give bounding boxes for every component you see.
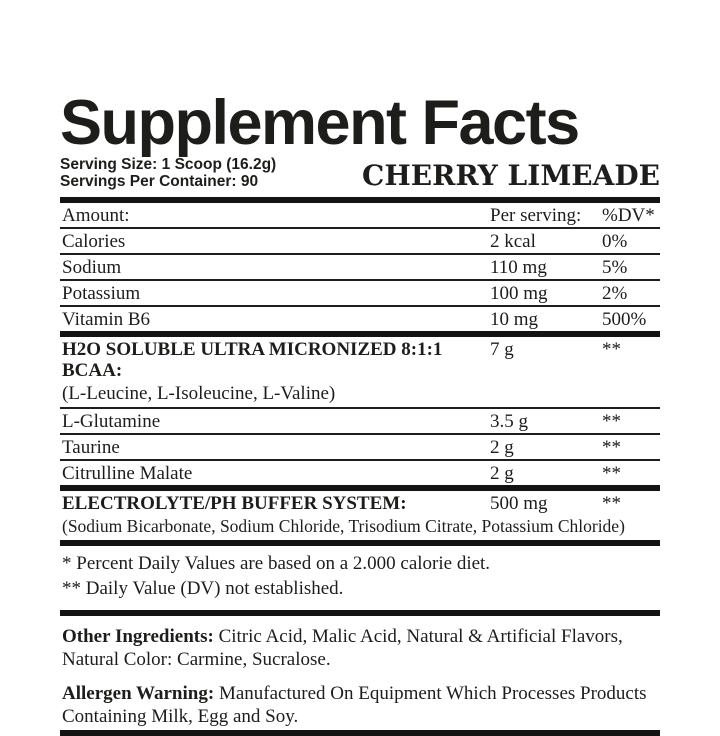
other-ingredients-label: Other Ingredients: (62, 626, 214, 647)
nutrient-amount: 2 g (490, 463, 514, 484)
panel-title: Supplement Facts (60, 88, 579, 158)
header-per-serving: Per serving: (490, 205, 582, 226)
header-dv: %DV* (602, 205, 655, 226)
nutrient-name: Sodium (62, 257, 122, 278)
nutrient-name: Taurine (62, 437, 120, 458)
table-row (60, 255, 660, 281)
nutrient-amount: 2 kcal (490, 231, 536, 252)
allergen-warning (60, 680, 660, 730)
allergen-warning-label: Allergen Warning: (62, 683, 215, 704)
nutrient-name: Potassium (62, 283, 141, 304)
other-ingredients-text: Citric Acid, Malic Acid, Natural & Artificial Flavors, Natural Color: Carmine, Sucralose. (62, 626, 623, 670)
table-row (60, 435, 660, 461)
nutrient-dv: 0% (602, 231, 628, 252)
nutrient-name: Vitamin B6 (62, 309, 151, 330)
nutrient-amount: 2 g (490, 437, 514, 458)
nutrient-dv: ** (602, 411, 621, 432)
allergen-warning-text: Manufactured On Equipment Which Processes Products Containing Milk, Egg and Soy. (62, 683, 647, 727)
bcaa-dv: ** (602, 339, 621, 360)
serving-size: Serving Size: 1 Scoop (16.2g) (60, 156, 277, 173)
nutrient-dv: 2% (602, 283, 628, 304)
nutrient-amount: 100 mg (490, 283, 548, 304)
table-row (60, 461, 660, 485)
footnote-dv-not-established: ** Daily Value (DV) not established. (62, 578, 344, 599)
nutrient-amount: 3.5 g (490, 411, 528, 432)
servings-per-container: Servings Per Container: 90 (60, 173, 259, 190)
nutrient-dv: ** (602, 463, 621, 484)
table-row (60, 307, 660, 331)
electrolyte-name: ELECTROLYTE/PH BUFFER SYSTEM: (62, 493, 407, 514)
table-row (60, 409, 660, 435)
bcaa-row (60, 337, 660, 382)
nutrient-amount: 10 mg (490, 309, 539, 330)
thick-rule-ingredients (60, 610, 660, 616)
header-amount: Amount: (62, 205, 130, 226)
electrolyte-row (60, 491, 660, 515)
footnotes (60, 546, 660, 610)
electrolyte-dv: ** (602, 493, 621, 514)
table-row (60, 281, 660, 307)
bcaa-amount: 7 g (490, 339, 514, 360)
nutrient-name: Citrulline Malate (62, 463, 193, 484)
other-ingredients (60, 623, 660, 673)
footnote-dv-basis: * Percent Daily Values are based on a 2.000 calorie diet. (62, 553, 491, 574)
bcaa-name: H2O SOLUBLE ULTRA MICRONIZED 8:1:1 BCAA: (62, 339, 443, 381)
table-row (60, 229, 660, 255)
thick-rule-bottom (60, 730, 660, 736)
bcaa-components: (L-Leucine, L-Isoleucine, L-Valine) (60, 382, 660, 409)
table-header-row (60, 203, 660, 229)
nutrient-dv: 5% (602, 257, 628, 278)
electrolyte-components: (Sodium Bicarbonate, Sodium Chloride, Trisodium Citrate, Potassium Chloride) (62, 516, 625, 536)
nutrient-name: Calories (62, 231, 126, 252)
nutrient-dv: ** (602, 437, 621, 458)
nutrient-amount: 110 mg (490, 257, 547, 278)
panel-subheader (60, 156, 660, 190)
serving-info (60, 156, 276, 190)
nutrient-dv: 500% (602, 309, 647, 330)
nutrient-name: L-Glutamine (62, 411, 161, 432)
flavor-name: CHERRY LIMEADE (362, 159, 660, 192)
supplement-facts-panel (60, 88, 660, 736)
electrolyte-amount: 500 mg (490, 493, 548, 514)
